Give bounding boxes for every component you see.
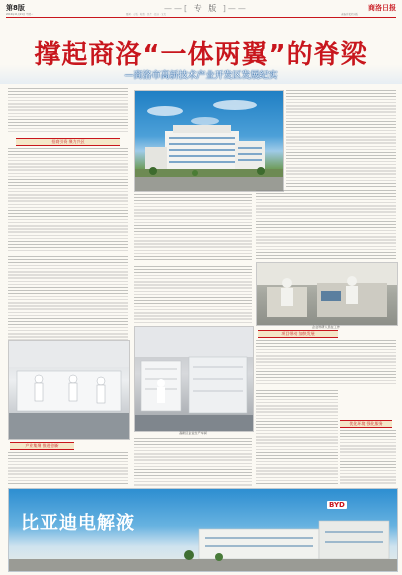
section-heading-text: 优化环境 强化服务 [349, 421, 383, 426]
right-text-block [256, 190, 396, 260]
right-text-block [286, 90, 396, 188]
section-heading-text: 项目带动 加快发展 [281, 331, 315, 336]
section-heading [16, 138, 120, 146]
section-heading [258, 330, 338, 338]
factory-photo-caption: 高新区企业生产车间 [179, 431, 207, 435]
center-text-block [134, 266, 252, 324]
banner-title: 比亚迪电解液 [21, 513, 135, 534]
page-label: 第8版 [6, 4, 25, 12]
workshop-photo [8, 340, 130, 440]
section-heading-text: 产业集聚 推进创新 [25, 443, 59, 448]
bottom-banner [8, 488, 398, 572]
middle-text-block [134, 194, 252, 262]
workshop-illustration [9, 341, 129, 439]
page-headline: 撑起商洛“一体两翼”的脊梁 [34, 40, 368, 70]
factory-illustration [135, 327, 253, 431]
section-heading-text: 招商引资 聚力兴区 [51, 139, 85, 144]
building-illustration [135, 91, 283, 191]
publisher: 商洛日报社出版 [341, 13, 358, 16]
lead-text-block [8, 88, 128, 134]
issue-date: 2016年11月21日 星期一 [6, 13, 34, 16]
body-text-block [8, 148, 128, 252]
lab-illustration [257, 263, 397, 325]
lab-photo-caption: 企业科研人员在工作 [312, 325, 340, 329]
factory-photo [134, 326, 254, 432]
body-text-block [8, 256, 128, 340]
lower-center-text [134, 438, 252, 486]
section-heading [10, 442, 74, 450]
section-heading [340, 420, 392, 428]
lab-photo [256, 262, 398, 326]
page-subheadline: —商洛市高新技术产业开发区发展纪实 [124, 71, 278, 81]
paper-name: 商洛日报 [368, 4, 396, 12]
left-lower-text [8, 452, 128, 484]
byd-logo: BYD [329, 501, 345, 509]
right-edge-text [340, 430, 396, 484]
main-photo [134, 90, 284, 192]
masthead [6, 3, 396, 17]
section-nav: 要闻 · 专版 · 时政 · 民生 · 经济 · 文化 [126, 13, 167, 16]
right-bottom-text [256, 390, 338, 484]
masthead-strap [6, 12, 396, 18]
column-label: ——[ 专 版 ]—— [164, 4, 248, 13]
column-label-text: 专 版 [193, 4, 219, 13]
right-lower-text [256, 340, 396, 386]
